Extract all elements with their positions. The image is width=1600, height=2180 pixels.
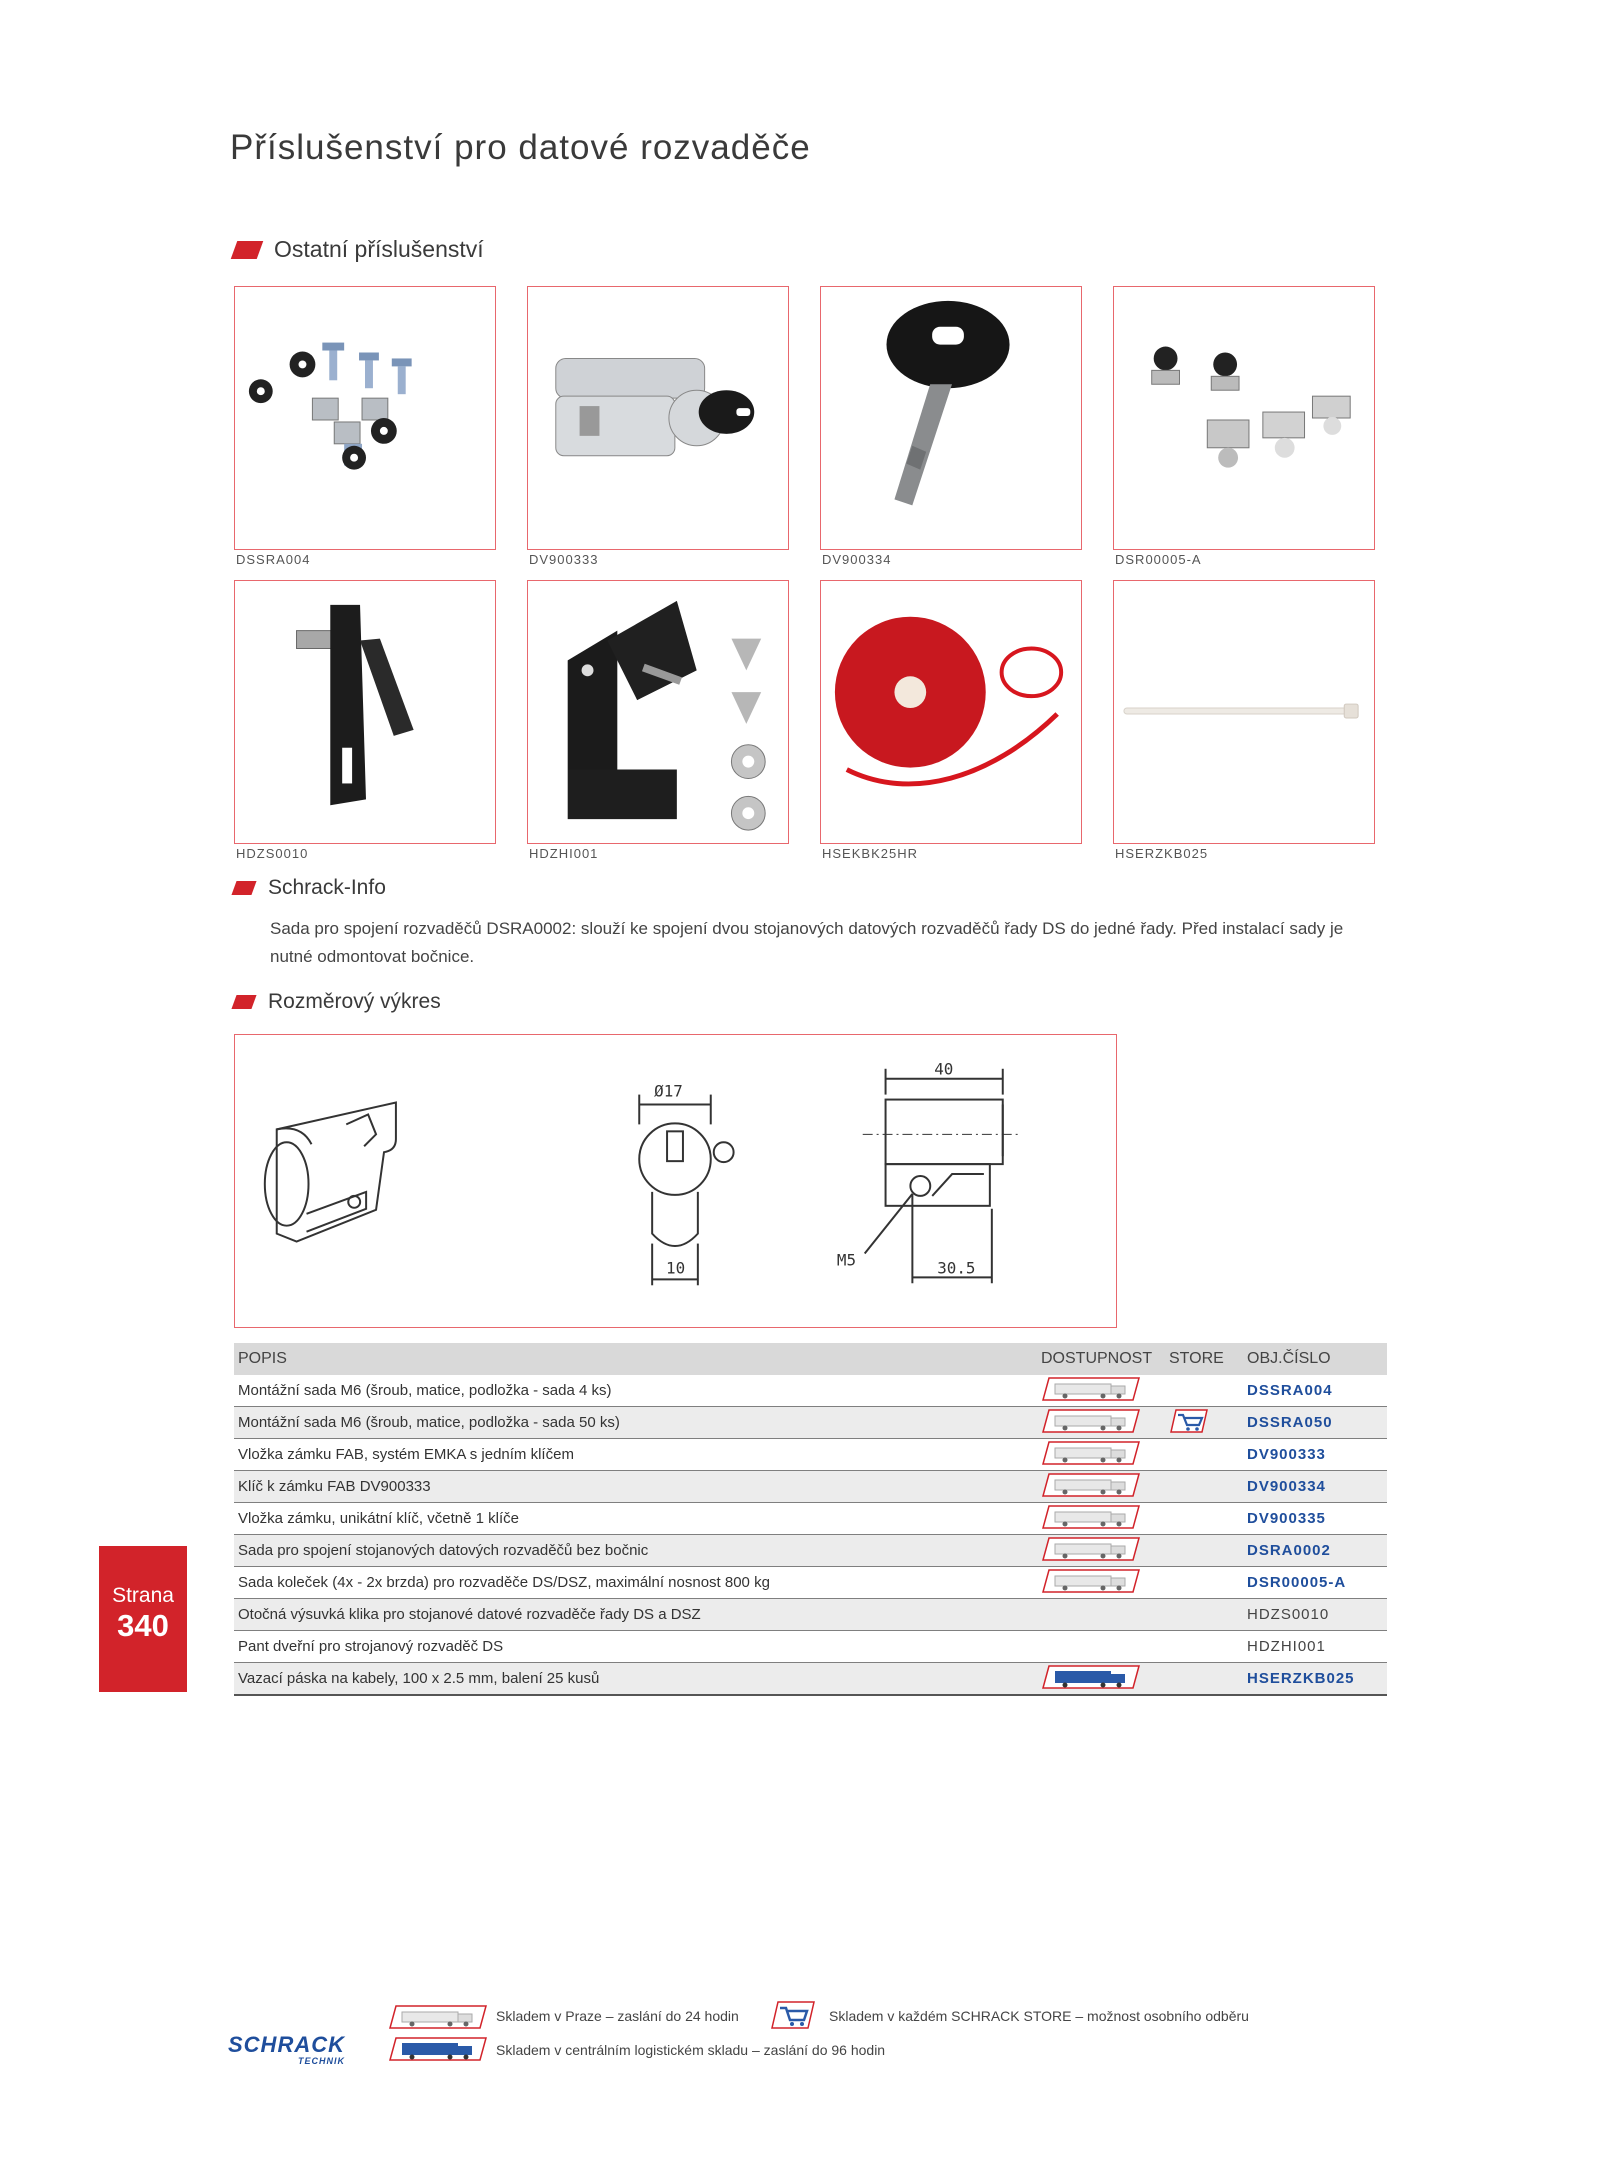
cable-tie-icon [1114, 581, 1374, 843]
cell-popis: Sada pro spojení stojanových datových rozvaděčů bez bočnic [234, 1535, 1037, 1567]
dim-10: 10 [666, 1258, 686, 1278]
tile-code: HSEKBK25HR [822, 846, 918, 861]
cell-store [1165, 1503, 1243, 1535]
section-marker [231, 881, 256, 895]
cell-dostupnost [1037, 1471, 1165, 1503]
castor-wheels-icon [1114, 287, 1374, 549]
legend-central-truck-icon [388, 2036, 488, 2067]
cell-obj-cislo: HDZS0010 [1243, 1599, 1387, 1631]
lock-cylinder-drawing-icon [235, 1035, 1116, 1327]
screws-nuts-set-icon [235, 287, 495, 549]
cell-popis: Klíč k zámku FAB DV900333 [234, 1471, 1037, 1503]
table-row[interactable] [234, 1535, 1387, 1567]
door-hinge-icon [528, 581, 788, 843]
logo-sub: TECHNIK [298, 2056, 345, 2066]
table-row[interactable] [234, 1631, 1387, 1663]
cell-obj-cislo[interactable]: DSR00005-A [1243, 1567, 1387, 1599]
lock-cylinder-icon [528, 287, 788, 549]
product-tile-dv900333[interactable] [527, 286, 789, 550]
section-other-accessories [234, 236, 484, 263]
cell-obj-cislo[interactable]: DV900333 [1243, 1439, 1387, 1471]
schrack-logo [228, 2034, 345, 2066]
col-obj-cislo: OBJ.ČÍSLO [1243, 1343, 1387, 1375]
cell-obj-cislo: HDZHI001 [1243, 1631, 1387, 1663]
cell-obj-cislo[interactable]: DSSRA004 [1243, 1375, 1387, 1407]
table-row[interactable] [234, 1407, 1387, 1439]
section-marker [231, 995, 256, 1009]
product-tile-dv900334[interactable] [820, 286, 1082, 550]
dim-m5: M5 [836, 1250, 857, 1270]
velcro-tape-icon [821, 581, 1081, 843]
cell-dostupnost [1037, 1599, 1165, 1631]
cell-popis: Vložka zámku FAB, systém EMKA s jedním klíčem [234, 1439, 1037, 1471]
prague-stock-truck-icon [1041, 1388, 1141, 1405]
cell-store [1165, 1599, 1243, 1631]
section-title: Schrack-Info [268, 876, 386, 899]
cell-store [1165, 1471, 1243, 1503]
page-number-tab [99, 1546, 187, 1692]
cell-store [1165, 1439, 1243, 1471]
product-tile-hdzhi001[interactable] [527, 580, 789, 844]
cell-popis: Montážní sada M6 (šroub, matice, podložka - sada 4 ks) [234, 1375, 1037, 1407]
prague-stock-truck-icon [1041, 1580, 1141, 1597]
product-tile-hdzs0010[interactable] [234, 580, 496, 844]
cell-popis: Sada koleček (4x - 2x brzda) pro rozvaděče DS/DSZ, maximální nosnost 800 kg [234, 1567, 1037, 1599]
prague-stock-truck-icon [1041, 1420, 1141, 1437]
section-marker [231, 241, 264, 259]
tile-code: DSR00005-A [1115, 552, 1202, 567]
cell-store [1165, 1663, 1243, 1696]
table-row[interactable] [234, 1599, 1387, 1631]
product-table [234, 1343, 1387, 1696]
dim-d17: Ø17 [654, 1081, 683, 1101]
product-tile-dsr00005-a[interactable] [1113, 286, 1375, 550]
cell-obj-cislo[interactable]: HSERZKB025 [1243, 1663, 1387, 1696]
table-header [234, 1343, 1387, 1375]
tile-code: HSERZKB025 [1115, 846, 1209, 861]
product-tile-hserzkb025[interactable] [1113, 580, 1375, 844]
swing-handle-icon [235, 581, 495, 843]
cell-store [1165, 1567, 1243, 1599]
cell-dostupnost [1037, 1631, 1165, 1663]
cell-store [1165, 1407, 1243, 1439]
cell-dostupnost [1037, 1503, 1165, 1535]
legend-store-cart-icon [770, 2000, 816, 2035]
section-title: Rozměrový výkres [268, 990, 441, 1013]
info-text: Sada pro spojení rozvaděčů DSRA0002: slouží ke spojení dvou stojanových datových rozvaděčů řady DS do jedné řady. Před instalací sady je nutné odmontovat bočnice. [270, 919, 1344, 966]
store-cart-icon [1169, 1420, 1209, 1437]
tile-code: HDZHI001 [529, 846, 599, 861]
table-row[interactable] [234, 1439, 1387, 1471]
cell-dostupnost [1037, 1535, 1165, 1567]
table-row[interactable] [234, 1663, 1387, 1696]
col-popis: POPIS [234, 1343, 1037, 1375]
cell-dostupnost [1037, 1663, 1165, 1696]
table-row[interactable] [234, 1471, 1387, 1503]
tile-code: DSSRA004 [236, 552, 311, 567]
cell-dostupnost [1037, 1407, 1165, 1439]
legend-central-text: Skladem v centrálním logistickém skladu – zaslání do 96 hodin [496, 2042, 886, 2058]
table-row[interactable] [234, 1375, 1387, 1407]
cell-popis: Montážní sada M6 (šroub, matice, podložka - sada 50 ks) [234, 1407, 1037, 1439]
cell-store [1165, 1375, 1243, 1407]
section-title: Ostatní příslušenství [274, 236, 484, 262]
logo-name: SCHRACK [228, 2032, 345, 2057]
section-dimension-drawing [234, 990, 441, 1014]
cell-store [1165, 1535, 1243, 1567]
page-tab-label: Strana [112, 1584, 174, 1607]
cell-obj-cislo[interactable]: DV900335 [1243, 1503, 1387, 1535]
cell-popis: Otočná výsuvká klika pro stojanové datové rozvaděče řady DS a DSZ [234, 1599, 1037, 1631]
table-row[interactable] [234, 1567, 1387, 1599]
page-title: Příslušenství pro datové rozvaděče [230, 128, 811, 167]
cell-obj-cislo[interactable]: DSRA0002 [1243, 1535, 1387, 1567]
section-schrack-info [234, 876, 386, 900]
cell-obj-cislo[interactable]: DSSRA050 [1243, 1407, 1387, 1439]
cell-popis: Pant dveřní pro strojanový rozvaděč DS [234, 1631, 1037, 1663]
legend-store-text: Skladem v každém SCHRACK STORE – možnost osobního odběru [829, 2008, 1249, 2024]
cell-dostupnost [1037, 1439, 1165, 1471]
key-icon [821, 287, 1081, 549]
col-store: STORE [1165, 1343, 1243, 1375]
prague-stock-truck-icon [1041, 1452, 1141, 1469]
tile-code: DV900333 [529, 552, 599, 567]
page-tab-number: 340 [117, 1608, 169, 1643]
table-row[interactable] [234, 1503, 1387, 1535]
cell-obj-cislo[interactable]: DV900334 [1243, 1471, 1387, 1503]
product-tile-hsekbk25hr[interactable] [820, 580, 1082, 844]
cell-popis: Vložka zámku, unikátní klíč, včetně 1 klíče [234, 1503, 1037, 1535]
prague-stock-truck-icon [1041, 1516, 1141, 1533]
dimension-drawing [234, 1034, 1117, 1328]
legend-prague-truck-icon [388, 2004, 488, 2035]
product-tile-dssra004[interactable] [234, 286, 496, 550]
dim-40: 40 [934, 1059, 954, 1079]
tile-code: HDZS0010 [236, 846, 309, 861]
legend-prague-text: Skladem v Praze – zaslání do 24 hodin [496, 2008, 739, 2024]
tile-code: DV900334 [822, 552, 892, 567]
cell-dostupnost [1037, 1567, 1165, 1599]
col-dostupnost: DOSTUPNOST [1037, 1343, 1165, 1375]
cell-dostupnost [1037, 1375, 1165, 1407]
prague-stock-truck-icon [1041, 1548, 1141, 1565]
central-stock-truck-icon [1041, 1676, 1141, 1693]
cell-store [1165, 1631, 1243, 1663]
dim-30-5: 30.5 [937, 1258, 976, 1278]
cell-popis: Vazací páska na kabely, 100 x 2.5 mm, balení 25 kusů [234, 1663, 1037, 1696]
prague-stock-truck-icon [1041, 1484, 1141, 1501]
